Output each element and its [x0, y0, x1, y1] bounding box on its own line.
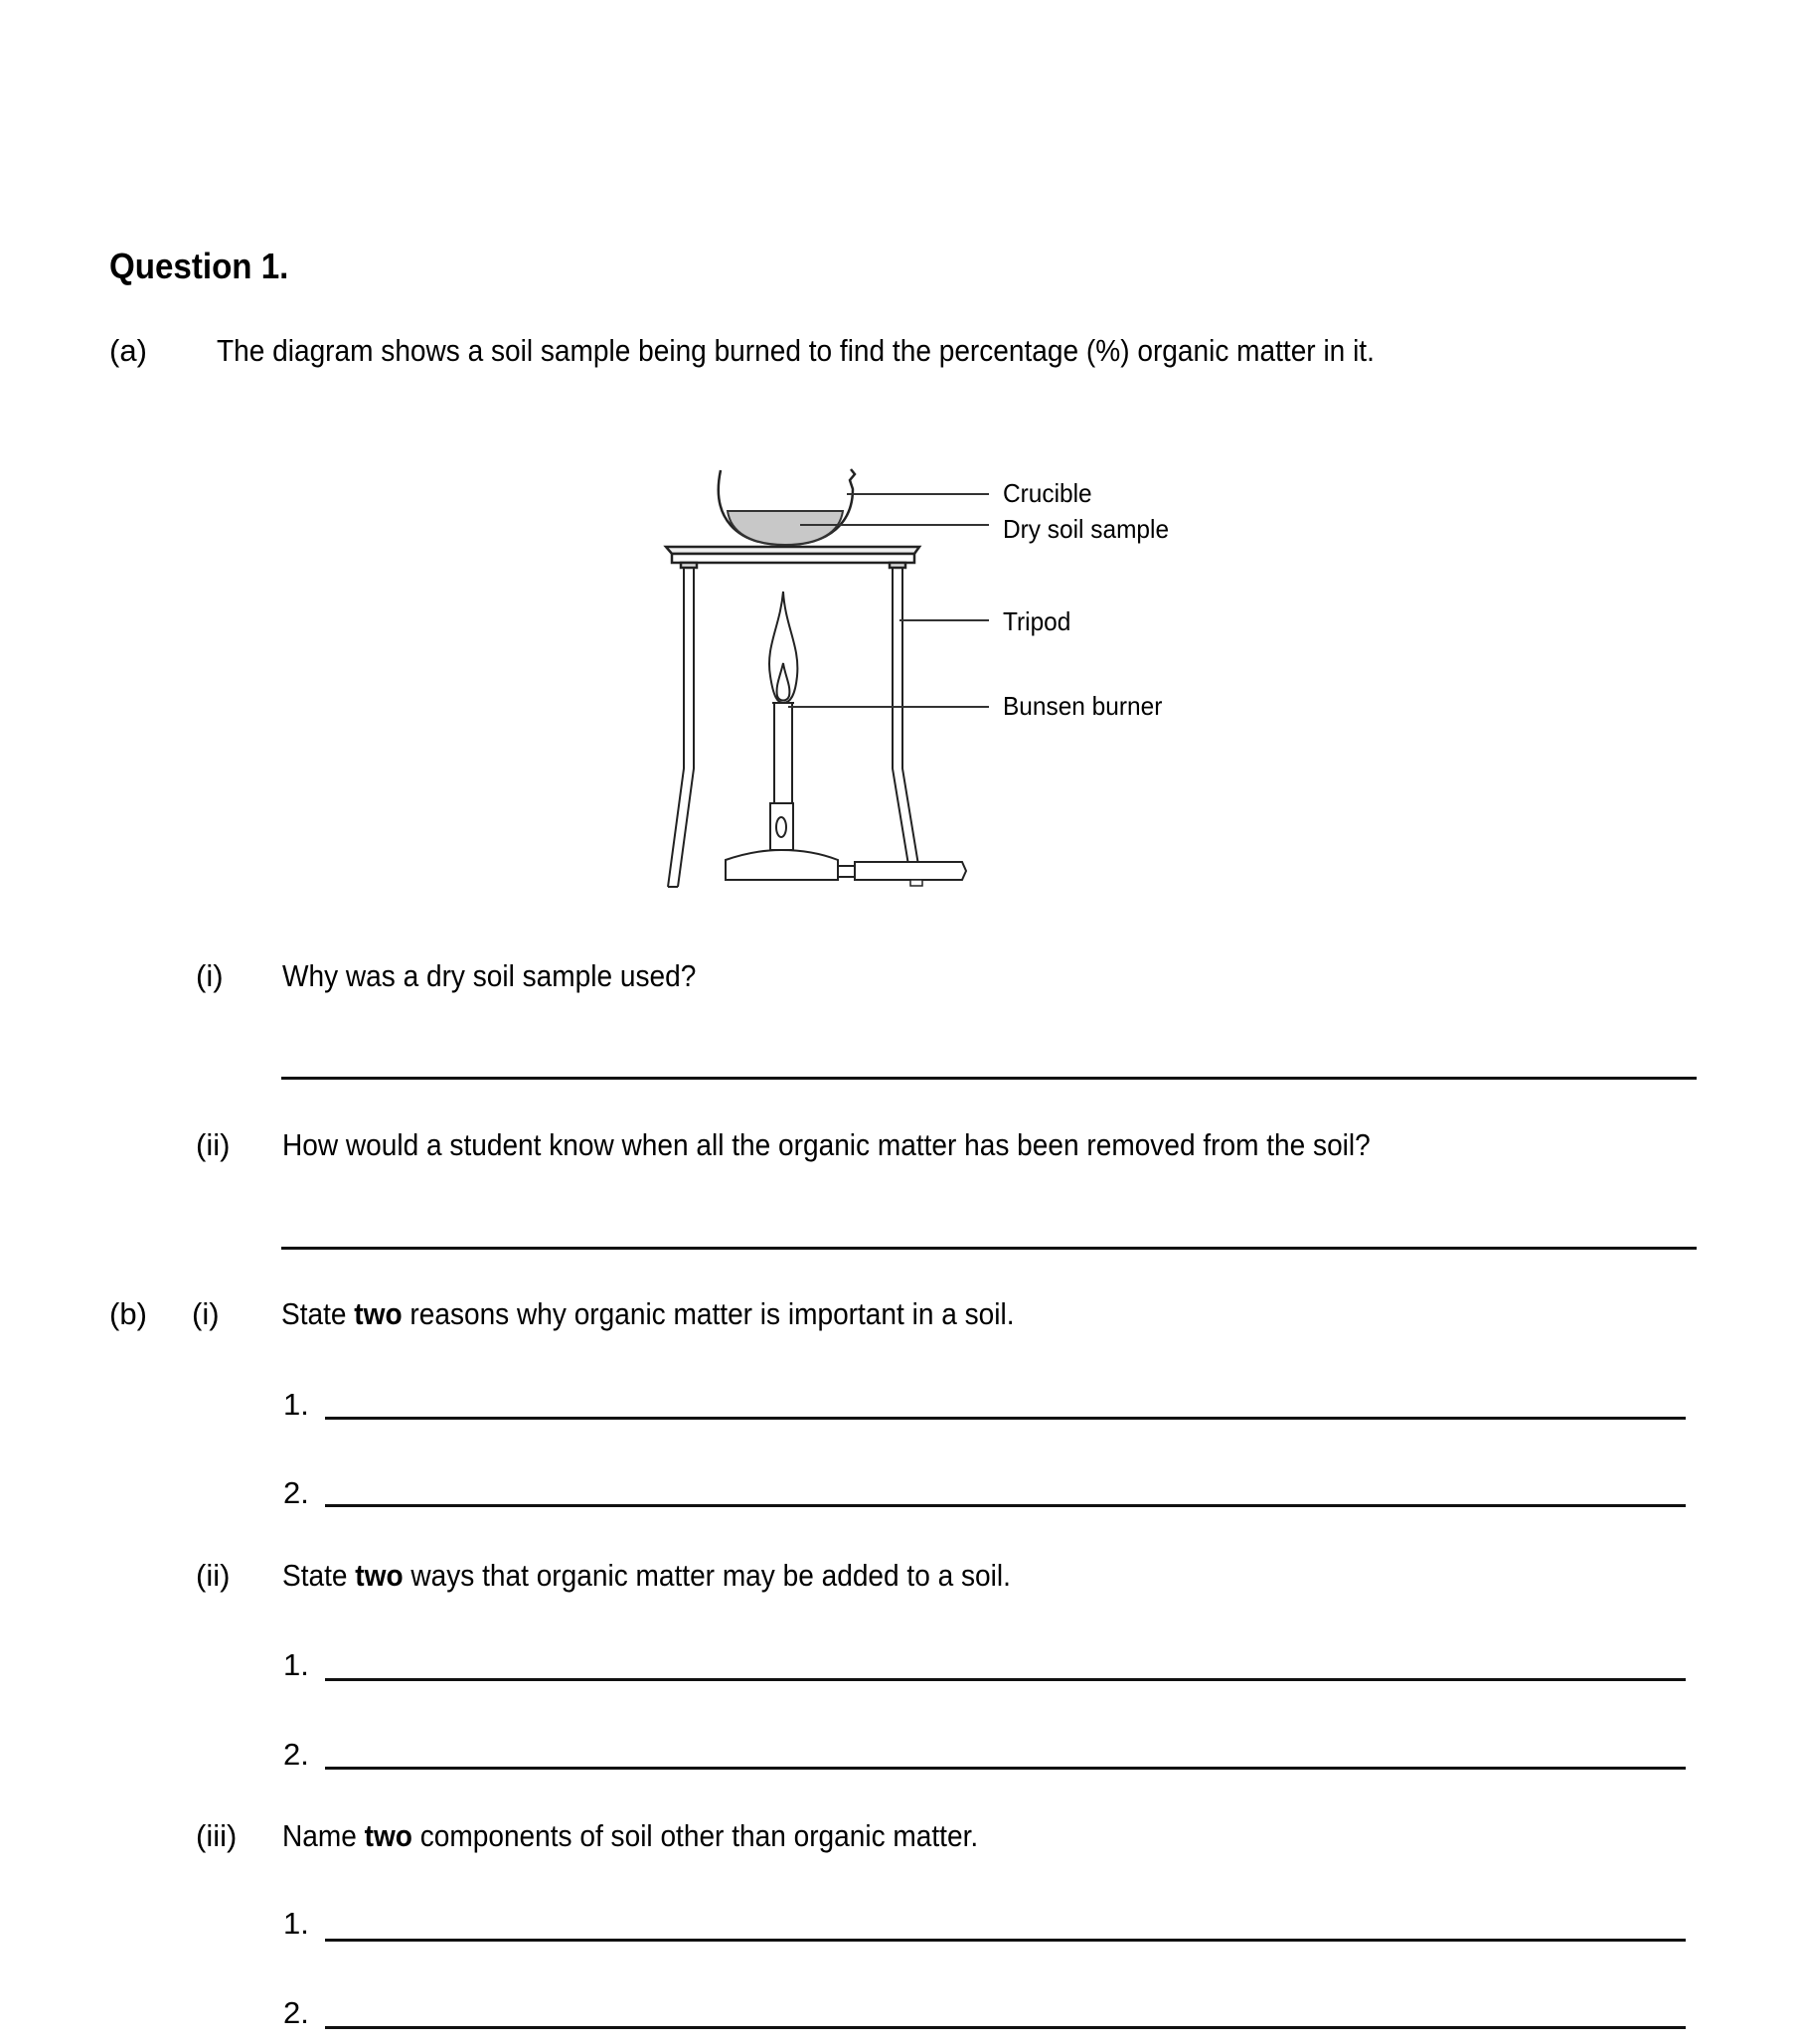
answer-line-b-ii-2[interactable] — [325, 1767, 1686, 1770]
part-a-ii-text: How would a student know when all the organic matter has been removed from the soil? — [282, 1127, 1371, 1162]
item-number: 2. — [283, 1475, 309, 1510]
label-crucible: Crucible — [1003, 478, 1092, 508]
part-a-intro: The diagram shows a soil sample being burned to find the percentage (%) organic matter in it. — [217, 333, 1375, 368]
part-a-label: (a) — [109, 333, 147, 368]
label-dry-soil-sample: Dry soil sample — [1003, 514, 1170, 544]
label-bunsen-burner: Bunsen burner — [1003, 691, 1163, 721]
item-number: 1. — [283, 1647, 309, 1682]
answer-line-b-iii-2[interactable] — [325, 2026, 1686, 2029]
part-a-i-text: Why was a dry soil sample used? — [282, 958, 697, 993]
answer-line-a-i[interactable] — [281, 1077, 1697, 1080]
answer-line-b-i-2[interactable] — [325, 1504, 1686, 1507]
part-b-iii-label: (iii) — [196, 1818, 238, 1853]
item-number: 1. — [283, 1906, 309, 1941]
part-b-ii-label: (ii) — [196, 1558, 231, 1593]
part-a-i-label: (i) — [196, 958, 224, 993]
item-number: 2. — [283, 1995, 309, 2030]
item-number: 1. — [283, 1387, 309, 1422]
item-number: 2. — [283, 1737, 309, 1772]
answer-line-b-iii-1[interactable] — [325, 1939, 1686, 1942]
label-tripod: Tripod — [1003, 606, 1071, 636]
answer-line-b-ii-1[interactable] — [325, 1678, 1686, 1681]
answer-line-a-ii[interactable] — [281, 1247, 1697, 1250]
part-b-label: (b) — [109, 1296, 147, 1331]
question-title: Question 1. — [109, 246, 289, 286]
part-b-i-label: (i) — [192, 1296, 220, 1331]
part-b-i-text: State two reasons why organic matter is important in a soil. — [281, 1296, 1015, 1331]
answer-line-b-i-1[interactable] — [325, 1417, 1686, 1420]
part-b-ii-text: State two ways that organic matter may be added to a soil. — [282, 1558, 1011, 1593]
part-b-iii-text: Name two components of soil other than organic matter. — [282, 1818, 979, 1853]
part-a-ii-label: (ii) — [196, 1127, 231, 1162]
